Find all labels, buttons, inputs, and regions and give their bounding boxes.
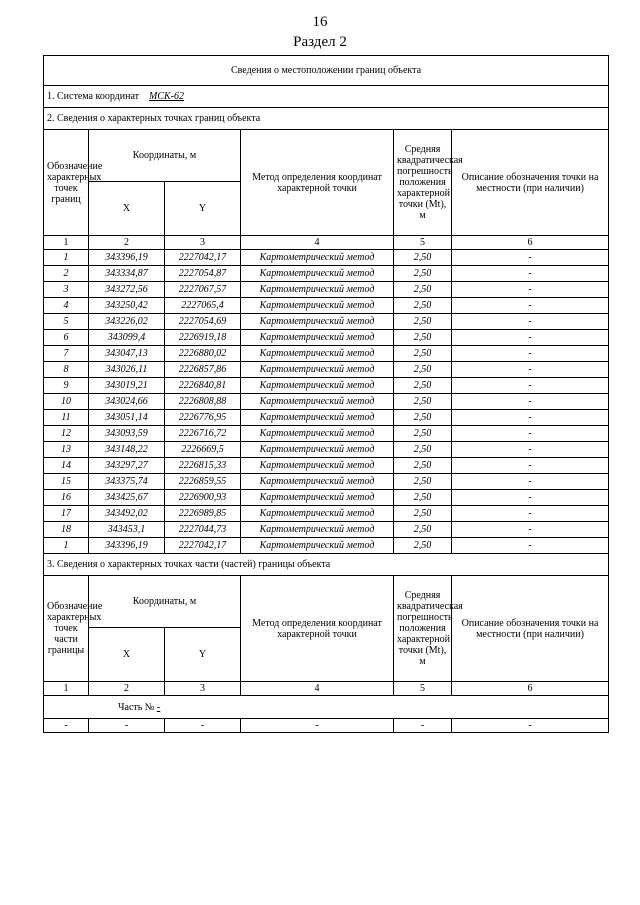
coord-x: 343272,56 — [89, 282, 165, 298]
coord-system-row — [44, 86, 609, 108]
section-3-heading: 3. Сведения о характерных точках части (частей) границы объекта — [44, 554, 609, 576]
description: - — [452, 442, 609, 458]
coord-x: 343047,13 — [89, 346, 165, 362]
coord-x: 343250,42 — [89, 298, 165, 314]
table-row — [44, 538, 609, 554]
method: Картометрический метод — [241, 362, 394, 378]
table-row — [44, 314, 609, 330]
header-y: Y — [165, 182, 241, 236]
header-description-parts: Описание обозначения точки на местности (при наличии) — [452, 576, 609, 682]
part-value: - — [156, 701, 161, 713]
coord-y: 2227054,87 — [165, 266, 241, 282]
coord-y: 2226857,86 — [165, 362, 241, 378]
table-row — [44, 522, 609, 538]
coord-y: 2226716,72 — [165, 426, 241, 442]
coord-x: 343148,22 — [89, 442, 165, 458]
description: - — [452, 346, 609, 362]
coord-x: 343024,66 — [89, 394, 165, 410]
description: - — [452, 250, 609, 266]
description: - — [452, 474, 609, 490]
header-point-label: Обозначение характерных точек границ — [44, 130, 89, 236]
point-number: 12 — [44, 426, 89, 442]
table-row — [44, 490, 609, 506]
header-error-parts: Средняя квадратическая погрешность положения характерной точки (Mt), м — [394, 576, 452, 682]
error-value: 2,50 — [394, 442, 452, 458]
point-number: 18 — [44, 522, 89, 538]
coord-y: 2227042,17 — [165, 538, 241, 554]
header-point-label-parts: Обозначение характерных точек части границы — [44, 576, 89, 682]
coord-y: 2227044,73 — [165, 522, 241, 538]
table-row — [44, 362, 609, 378]
column-number-4: 4 — [241, 236, 394, 250]
error-value: 2,50 — [394, 314, 452, 330]
table-row — [44, 442, 609, 458]
header-x-parts: X — [89, 628, 165, 682]
column-number-5: 5 — [394, 236, 452, 250]
method: Картометрический метод — [241, 506, 394, 522]
error-value: 2,50 — [394, 426, 452, 442]
description: - — [452, 490, 609, 506]
column-number-6: 6 — [452, 682, 609, 696]
table-row — [44, 394, 609, 410]
description: - — [452, 266, 609, 282]
point-number: 17 — [44, 506, 89, 522]
header-x: X — [89, 182, 165, 236]
error-value: 2,50 — [394, 506, 452, 522]
coord-x: 343026,11 — [89, 362, 165, 378]
part-cell-3: - — [165, 719, 241, 733]
coord-y: 2226815,33 — [165, 458, 241, 474]
point-number: 1 — [44, 250, 89, 266]
coord-x: 343099,4 — [89, 330, 165, 346]
coord-y: 2226808,88 — [165, 394, 241, 410]
table-row — [44, 474, 609, 490]
point-number: 5 — [44, 314, 89, 330]
point-number: 4 — [44, 298, 89, 314]
method: Картометрический метод — [241, 314, 394, 330]
coord-y: 2226880,02 — [165, 346, 241, 362]
point-number: 8 — [44, 362, 89, 378]
header-y-parts: Y — [165, 628, 241, 682]
coord-x: 343396,19 — [89, 250, 165, 266]
table-row — [44, 346, 609, 362]
error-value: 2,50 — [394, 250, 452, 266]
table-row — [44, 266, 609, 282]
coord-y: 2227067,57 — [165, 282, 241, 298]
error-value: 2,50 — [394, 410, 452, 426]
coord-x: 343334,87 — [89, 266, 165, 282]
table-row — [44, 330, 609, 346]
error-value: 2,50 — [394, 346, 452, 362]
method: Картометрический метод — [241, 282, 394, 298]
part-cell-4: - — [241, 719, 394, 733]
column-number-3: 3 — [165, 236, 241, 250]
error-value: 2,50 — [394, 394, 452, 410]
part-cell-1: - — [44, 719, 89, 733]
column-number-2: 2 — [89, 236, 165, 250]
error-value: 2,50 — [394, 330, 452, 346]
coord-system-value: МСК-62 — [149, 91, 185, 102]
error-value: 2,50 — [394, 266, 452, 282]
coord-y: 2226669,5 — [165, 442, 241, 458]
error-value: 2,50 — [394, 378, 452, 394]
column-number-6: 6 — [452, 236, 609, 250]
coord-system-label: 1. Система координат — [47, 91, 140, 102]
coord-x: 343297,27 — [89, 458, 165, 474]
point-number: 9 — [44, 378, 89, 394]
description: - — [452, 298, 609, 314]
table-row — [44, 250, 609, 266]
method: Картометрический метод — [241, 442, 394, 458]
method: Картометрический метод — [241, 426, 394, 442]
method: Картометрический метод — [241, 522, 394, 538]
coord-x: 343453,1 — [89, 522, 165, 538]
method: Картометрический метод — [241, 458, 394, 474]
method: Картометрический метод — [241, 474, 394, 490]
description: - — [452, 330, 609, 346]
error-value: 2,50 — [394, 458, 452, 474]
method: Картометрический метод — [241, 410, 394, 426]
column-number-1: 1 — [44, 236, 89, 250]
coord-y: 2226840,81 — [165, 378, 241, 394]
coord-y: 2227065,4 — [165, 298, 241, 314]
method: Картометрический метод — [241, 394, 394, 410]
header-method-parts: Метод определения координат характерной точки — [241, 576, 394, 682]
coord-x: 343375,74 — [89, 474, 165, 490]
coord-x: 343425,67 — [89, 490, 165, 506]
coord-x: 343019,21 — [89, 378, 165, 394]
coord-x: 343492,02 — [89, 506, 165, 522]
method: Картометрический метод — [241, 266, 394, 282]
column-number-2: 2 — [89, 682, 165, 696]
error-value: 2,50 — [394, 362, 452, 378]
error-value: 2,50 — [394, 298, 452, 314]
description: - — [452, 458, 609, 474]
method: Картометрический метод — [241, 490, 394, 506]
description: - — [452, 506, 609, 522]
header-coords-parts: Координаты, м — [89, 576, 241, 628]
column-number-5: 5 — [394, 682, 452, 696]
table-row — [44, 410, 609, 426]
error-value: 2,50 — [394, 522, 452, 538]
point-number: 16 — [44, 490, 89, 506]
coord-x: 343226,02 — [89, 314, 165, 330]
point-number: 3 — [44, 282, 89, 298]
coord-y: 2226900,93 — [165, 490, 241, 506]
coord-x: 343093,59 — [89, 426, 165, 442]
header-description: Описание обозначения точки на местности (при наличии) — [452, 130, 609, 236]
header-method: Метод определения координат характерной точки — [241, 130, 394, 236]
coord-y: 2227042,17 — [165, 250, 241, 266]
table-row — [44, 378, 609, 394]
table-row — [44, 458, 609, 474]
point-number: 11 — [44, 410, 89, 426]
description: - — [452, 378, 609, 394]
point-number: 7 — [44, 346, 89, 362]
method: Картометрический метод — [241, 378, 394, 394]
description: - — [452, 426, 609, 442]
coord-y: 2227054,69 — [165, 314, 241, 330]
part-label: Часть № — [118, 701, 155, 713]
document-title: Сведения о местоположении границ объекта — [44, 56, 609, 86]
column-number-1: 1 — [44, 682, 89, 696]
description: - — [452, 362, 609, 378]
boundary-table — [43, 55, 609, 733]
point-number: 2 — [44, 266, 89, 282]
part-cell-2: - — [89, 719, 165, 733]
point-number: 13 — [44, 442, 89, 458]
point-number: 14 — [44, 458, 89, 474]
coord-x: 343051,14 — [89, 410, 165, 426]
table-row — [44, 282, 609, 298]
error-value: 2,50 — [394, 490, 452, 506]
coord-y: 2226776,95 — [165, 410, 241, 426]
header-error: Средняя квадратическая погрешность положения характерной точки (Mt), м — [394, 130, 452, 236]
point-number: 15 — [44, 474, 89, 490]
section-title: Раздел 2 — [293, 34, 347, 50]
coord-y: 2226919,18 — [165, 330, 241, 346]
header-coords: Координаты, м — [89, 130, 241, 182]
part-number-row — [44, 696, 609, 719]
page-number: 16 — [312, 14, 328, 30]
table-row — [44, 426, 609, 442]
part-cell-6: - — [452, 719, 609, 733]
point-number: 10 — [44, 394, 89, 410]
method: Картометрический метод — [241, 538, 394, 554]
description: - — [452, 282, 609, 298]
method: Картометрический метод — [241, 298, 394, 314]
description: - — [452, 410, 609, 426]
section-2-heading: 2. Сведения о характерных точках границ объекта — [44, 108, 609, 130]
error-value: 2,50 — [394, 538, 452, 554]
error-value: 2,50 — [394, 474, 452, 490]
coord-y: 2226989,85 — [165, 506, 241, 522]
coord-y: 2226859,55 — [165, 474, 241, 490]
method: Картометрический метод — [241, 250, 394, 266]
description: - — [452, 314, 609, 330]
part-cell-5: - — [394, 719, 452, 733]
point-number: 1 — [44, 538, 89, 554]
coord-x: 343396,19 — [89, 538, 165, 554]
method: Картометрический метод — [241, 330, 394, 346]
error-value: 2,50 — [394, 282, 452, 298]
column-number-4: 4 — [241, 682, 394, 696]
table-row — [44, 298, 609, 314]
point-number: 6 — [44, 330, 89, 346]
table-row — [44, 506, 609, 522]
description: - — [452, 522, 609, 538]
column-number-3: 3 — [165, 682, 241, 696]
method: Картометрический метод — [241, 346, 394, 362]
description: - — [452, 394, 609, 410]
description: - — [452, 538, 609, 554]
